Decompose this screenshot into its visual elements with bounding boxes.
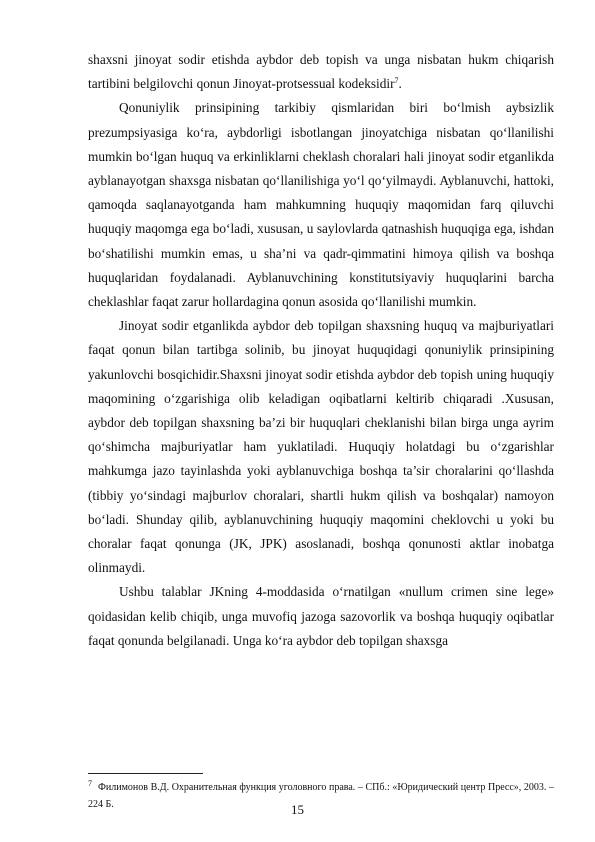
footnote-number: 7 bbox=[88, 779, 92, 788]
paragraph-legality-principle: Jinoyat sodir etganlikda aybdor deb topilgan shaxsning huquq va majburiyatlari faqat qonun bilan tartibga solinib, bu jinoyat huquqidagi qonuniylik prinsipining yakunlovchi bosqichidir.Shaxsni jinoyat sodir etishda aybdor deb topish uning huquqiy maqomining o‘zgarishiga olib keladigan oqibatlarni keltirib chiqaradi .Xususan, aybdor deb topilgan shaxsning ba’zi bir huquqlari cheklanishi bilan birga unga ayrim qo‘shimcha majburiyatlar ham yuklatiladi. Huquqiy holatdagi bu o‘zgarishlar mahkumga jazo tayinlashda yoki ayblanuvchiga boshqa ta’sir choralarini qo‘llashda (tibbiy yo‘sindagi majburlov choralari, shartli hukm qilish va boshqalar) namoyon bo‘ladi. Shunday qilib, ayblanuvchining huquqiy maqomini cheklovchi u yoki bu choralar faqat qonunga (JK, JPK) asoslanadi, boshqa qonunosti aktlar inobatga olinmaydi. bbox=[88, 318, 554, 576]
paragraph-continuation bbox=[88, 48, 554, 96]
document-body bbox=[88, 48, 554, 653]
paragraph-nullum-crimen: Ushbu talablar JKning 4-moddasida o‘rnatilgan «nullum crimen sine lege» qoidasidan kelib chiqib, unga muvofiq jazoga sazovorlik va boshqa huquqiy oqibatlar faqat qonunda belgilanadi. Unga ko‘ra aybdor deb topilgan shaxsga bbox=[88, 584, 554, 648]
page-number: 15 bbox=[291, 802, 304, 817]
paragraph-presumption-of-innocence: Qonuniylik prinsipining tarkibiy qismlaridan biri bo‘lmish aybsizlik prezumpsiyasiga ko‘ra, aybdorligi isbotlangan jinoyatchiga nisbatan qo‘llanilishi mumkin bo‘lgan huquq va erkinliklarni cheklash choralari hali jinoyat sodir etganlikda ayblanayotgan shaxsga nisbatan qo‘llanilishiga yo‘l qo‘yilmaydi. Ayblanuvchi, hattoki, qamoqda saqlanayotganda ham mahkumning huquqiy maqomidan farq qiluvchi huquqiy maqomga ega bo‘ladi, xususan, u saylovlarda qatnashish huquqiga ega, ishdan bo‘shatilishi mumkin emas, u sha’ni va qadr-qimmatini himoya qilish va boshqa huquqlaridan foydalanadi. Ayblanuvchining konstitutsiyaviy huquqlarini barcha cheklashlar faqat zarur hollardagina qonun asosida qo‘llanilishi mumkin. bbox=[88, 100, 554, 310]
footnote-text: Филимонов В.Д. Охранительная функция уголовного права. – СПб.: «Юридический центр Пресс», 2003. – 224 Б. bbox=[88, 782, 554, 810]
footnote-separator bbox=[88, 773, 203, 774]
paragraph-text: shaxsni jinoyat sodir etishda aybdor deb topish va unga nisbatan hukm chiqarish tartibini belgilovchi qonun Jinoyat-protsessual kodeksidir bbox=[88, 52, 554, 92]
footnote-reference[interactable]: 7 bbox=[394, 76, 399, 86]
sentence-end: . bbox=[398, 76, 402, 92]
